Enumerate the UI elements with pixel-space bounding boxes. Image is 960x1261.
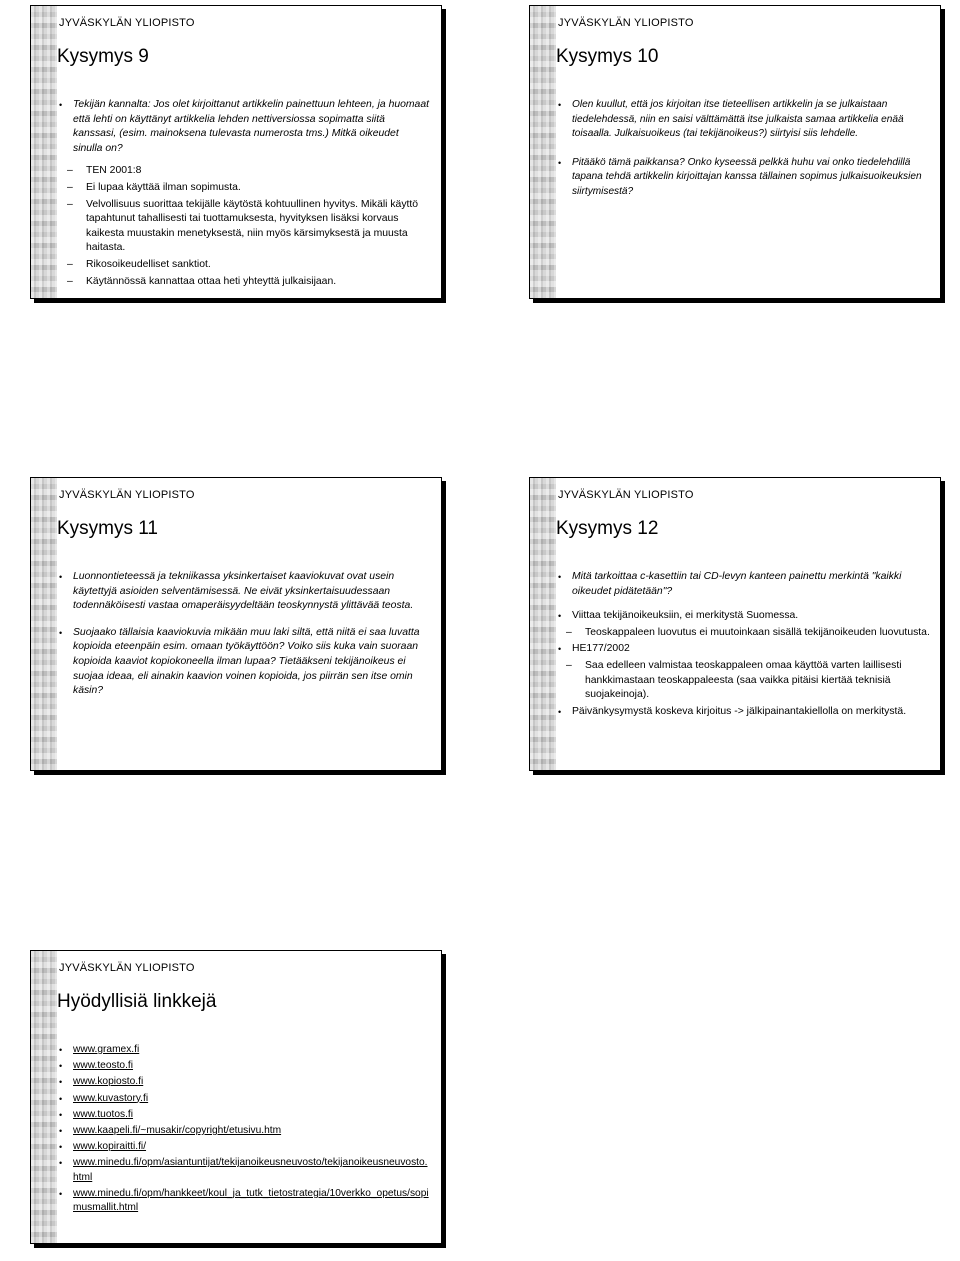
question-text: • Olen kuullut, että jos kirjoitan itse tieteellisen artikkelin ja se julkaistaan tiedelehdessä, niin en saisi välttämättä itse julkaista samaa artikkelia enää toisaalla. Julkaisuoikeus (tai tekijänoikeus?) siirtyisi siis lehdelle. xyxy=(558,98,930,142)
decorative-strip xyxy=(530,6,556,298)
sub-point: – Velvollisuus suorittaa tekijälle käytöstä kohtuullinen hyvitys. Mikäli käyttö tapahtunut tahallisesti tai tuottamuksesta, hyvityksen lisäksi korvaus kaikesta muustakin menetyksestä, niin myös kärsimyksestä ja muusta haitasta. xyxy=(67,198,431,256)
decorative-strip xyxy=(31,951,57,1243)
slide-body xyxy=(59,570,431,707)
slide-hyodyllisia-linkkeja xyxy=(30,950,442,1244)
slide-title: Hyödyllisiä linkkejä xyxy=(57,991,217,1012)
university-name: JYVÄSKYLÄN YLIOPISTO xyxy=(59,489,195,501)
sub-point: – Saa edelleen valmistaa teoskappaleen omaa käyttöä varten laillisesti hankkimastaan teoskappaleesta (saa vaikka pitäisi kiertää teknisiä suojakeinoja). xyxy=(566,659,930,703)
link-kaapeli[interactable]: www.kaapeli.fi/~musakir/copyright/etusivu.htm xyxy=(73,1125,282,1137)
university-name: JYVÄSKYLÄN YLIOPISTO xyxy=(59,17,195,29)
link-list xyxy=(59,1043,431,1217)
slide-body xyxy=(558,98,930,208)
slide-kysymys-12 xyxy=(529,477,941,771)
slide-kysymys-11 xyxy=(30,477,442,771)
link-gramex[interactable]: www.gramex.fi xyxy=(73,1044,140,1055)
sub-point: – Ei lupaa käyttää ilman sopimusta. xyxy=(67,181,431,196)
link-minedu-sopimusmallit[interactable]: www.minedu.fi/opm/hankkeet/koul_ja_tutk_tietostrategia/10verkko_opetus/sopimusmallit.html xyxy=(73,1187,429,1214)
link-kuvastory[interactable]: www.kuvastory.fi xyxy=(73,1092,149,1104)
sub-point: – Teoskappaleen luovutus ei muutoinkaan sisällä tekijänoikeuden luovutusta. xyxy=(566,626,930,641)
decorative-strip xyxy=(31,478,57,770)
slide-body xyxy=(59,98,431,291)
university-name: JYVÄSKYLÄN YLIOPISTO xyxy=(558,17,694,29)
slide-title: Kysymys 9 xyxy=(57,46,149,67)
link-kopiraitti[interactable]: www.kopiraitti.fi/ xyxy=(73,1141,147,1153)
decorative-strip xyxy=(530,478,556,770)
answer-point: • HE177/2002 xyxy=(558,642,930,657)
slide-title: Kysymys 12 xyxy=(556,518,659,539)
university-name: JYVÄSKYLÄN YLIOPISTO xyxy=(558,489,694,501)
question-text: • Luonnontieteessä ja tekniikassa yksinkertaiset kaaviokuvat ovat usein käytettyjä asioiden selventämisessä. Ne eivät yksinkertaisuudessaan todennäköisesti vastaa omaperäisyydeltään teoskynnystä ylittävää teosta. xyxy=(59,570,431,614)
question-text: • Pitääkö tämä paikkansa? Onko kyseessä pelkkä huhu vai onko tiedelehdillä tapana tehdä artikkelin kirjoittajan kanssa tällainen sopimus julkaisuoikeuksien siirtymisestä? xyxy=(558,156,930,200)
question-text: • Mitä tarkoittaa c-kasettiin tai CD-levyn kanteen painettu merkintä "kaikki oikeudet pidätetään"? xyxy=(558,570,930,599)
university-name: JYVÄSKYLÄN YLIOPISTO xyxy=(59,962,195,974)
slide-kysymys-9 xyxy=(30,5,442,299)
answer-point: • Päivänkysymystä koskeva kirjoitus -> jälkipainantakiellolla on merkitystä. xyxy=(558,705,930,720)
link-tuotos[interactable]: www.tuotos.fi xyxy=(73,1108,134,1120)
sub-point: – Rikosoikeudelliset sanktiot. xyxy=(67,258,431,273)
question-text: • Tekijän kannalta: Jos olet kirjoittanut artikkelin painettuun lehteen, ja huomaat että lehti on käyttänyt artikkelia lehden nettiversiossa sopimatta siitä kanssasi, (esim. mainoksena tulevasta numerosta tms.) Mitkä oikeudet sinulla on? xyxy=(59,98,431,156)
link-kopiosto[interactable]: www.kopiosto.fi xyxy=(73,1076,144,1088)
slide-title: Kysymys 10 xyxy=(556,46,659,67)
link-minedu-tekijanoikeusneuvosto[interactable]: www.minedu.fi/opm/asiantuntijat/tekijanoikeusneuvosto/tekijanoikeusneuvosto.html xyxy=(73,1157,428,1183)
slide-title: Kysymys 11 xyxy=(57,518,159,539)
sub-point: – TEN 2001:8 xyxy=(67,164,431,179)
question-text: • Suojaako tällaisia kaaviokuvia mikään muu laki siltä, että niitä ei saa luvatta kopioida eteenpäin esim. omaan työkäyttöön? Voiko siis kuka vain suoraan kopioida kaaviot kopiokoneella ilman lupaa? Tietääkseni tekijänoikeus ei suojaa ideaa, eli ainakin kaavion voinen kopioida, jos piirrän sen itse omin käsin? xyxy=(59,626,431,699)
sub-point: – Käytännössä kannattaa ottaa heti yhteyttä julkaisijaan. xyxy=(67,275,431,290)
link-teosto[interactable]: www.teosto.fi xyxy=(73,1060,134,1072)
answer-point: • Viittaa tekijänoikeuksiin, ei merkitystä Suomessa. xyxy=(558,609,930,624)
slide-kysymys-10 xyxy=(529,5,941,299)
slide-body xyxy=(558,570,930,721)
decorative-strip xyxy=(31,6,57,298)
